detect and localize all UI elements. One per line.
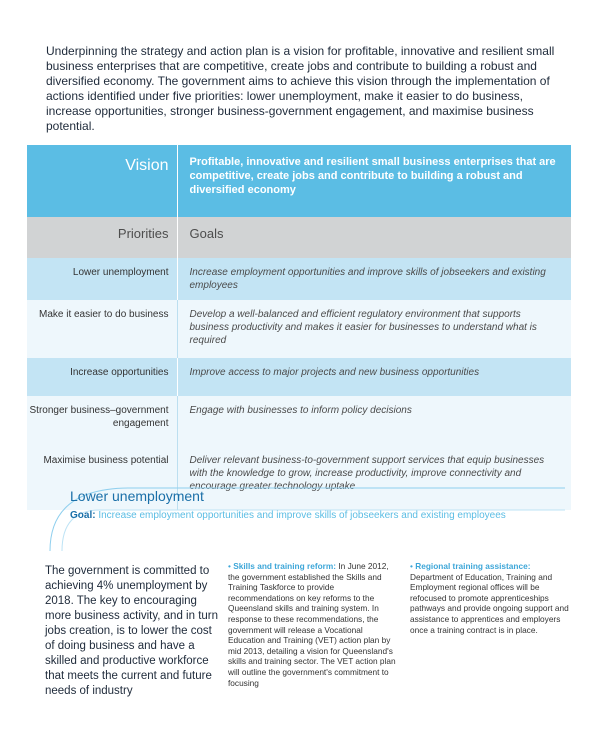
goal-cell: Increase employment opportunities and improve skills of jobseekers and existing employees [177,258,571,300]
goal-text: Increase employment opportunities and improve skills of jobseekers and existing employees [98,510,506,521]
goal-cell: Deliver relevant business-to-government support services that equip businesses with the knowledge to grow, increase productivity, improve connectivity and encourage greater technology uptake [177,446,571,510]
table-row [27,358,571,396]
priorities-header: Priorities [27,217,177,258]
vision-row [27,145,571,217]
bullet-icon: • [410,561,413,571]
table-row [27,258,571,300]
goal-cell: Improve access to major projects and new business opportunities [177,358,571,396]
goal-cell: Engage with businesses to inform policy decisions [177,396,571,446]
table-row [27,396,571,446]
bullet-text: In June 2012, the government established the Skills and Training Taskforce to provide recommendations on key reforms to the Queensland skills and training system. In response to these recommendations, the government will release a Vocational Education and Training (VET) action plan by mid 2013, detailing a vision for Queensland's skills and training sector. The VET action plan will outline the government's commitment to focusing [228,561,396,688]
bullet-label: Regional training assistance: [415,561,531,571]
section-goal [70,510,506,521]
bullet-label: Skills and training reform: [233,561,337,571]
goal-cell: Develop a well-balanced and efficient regulatory environment that supports business productivity and makes it easier for businesses to understand what is required [177,300,571,358]
vision-label: Vision [27,145,177,217]
bullet-text: Department of Education, Training and Employment regional offices will be refocused to promote apprenticeships pathways and provide ongoing support and assistance to apprentices and employers once a training contract is in place. [410,571,569,635]
vision-table [27,145,571,510]
bullet-icon: • [228,561,231,571]
priority-cell: Lower unemployment [27,258,177,300]
priority-cell: Stronger business–government engagement [27,396,177,446]
body-column-1: The government is committed to achieving 4% unemployment by 2018. The key to encouraging more business activity, and in turn jobs creation, is to lower the cost of doing business and have a skilled and productive workforce that meets the current and future needs of industry [45,565,219,697]
priority-cell: Maximise business potential [27,446,177,510]
priority-cell: Make it easier to do business [27,300,177,358]
priority-cell: Increase opportunities [27,358,177,396]
section-title: Lower unemployment [70,488,204,504]
vision-text: Profitable, innovative and resilient small business enterprises that are competitive, create jobs and contribute to building a robust and diversified economy [177,145,571,217]
body-column-2 [228,561,400,688]
table-row [27,300,571,358]
intro-paragraph: Underpinning the strategy and action plan is a vision for profitable, innovative and resilient small business enterprises that are competitive, create jobs and contribute to building a robust and diversified economy. The government aims to achieve this vision through the implementation of actions identified under five priorities: lower unemployment, make it easier to do business, increase opportunities, stronger business-government engagement, and maximise business potential. [46,44,555,133]
body-column-3 [410,561,576,635]
goals-header: Goals [177,217,571,258]
table-header-row [27,217,571,258]
goal-label: Goal: [70,510,96,521]
